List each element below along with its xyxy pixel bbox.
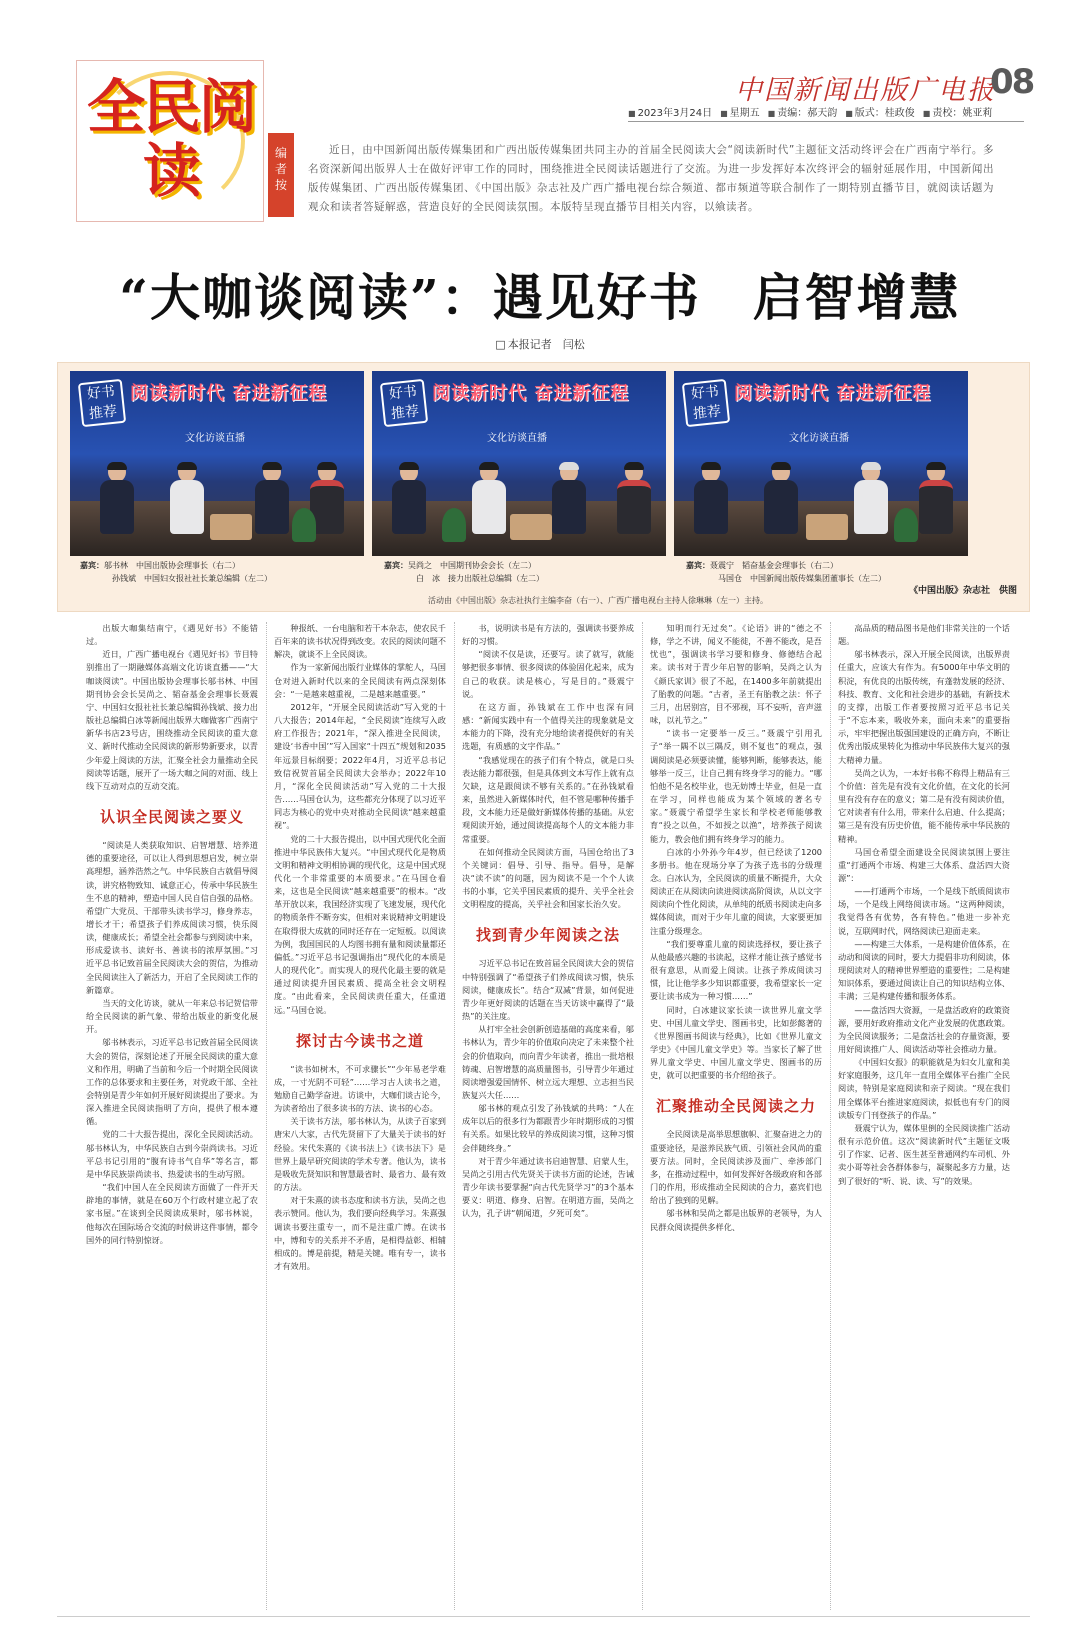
stage-table: [510, 514, 552, 540]
article-paragraph: “我们中国人在全民阅读方面做了一件开天辟地的事情，就是在60万个行政村建立起了农家书屋。”在谈到全民阅读成果时，邬书林说，他每次在国际场合交流的时候讲这件事情，都令国外的同行特别惊讶。: [86, 1182, 258, 1245]
article-column-4: [650, 622, 822, 1610]
column-divider: [642, 622, 643, 1610]
person-figure: [617, 462, 651, 534]
column-divider: [266, 622, 267, 1610]
person-figure: [694, 462, 728, 534]
section-logo: [76, 60, 264, 222]
article-paragraph: “阅读是人类获取知识、启智增慧、培养道德的重要途径，可以让人得到思想启发，树立崇高理想，涵养浩然之气。中华民族自古就倡导阅读，讲究格物致知、诚意正心，传承中华民族生生不息的精神，塑造中国人民自信自强的品格。希望广大党员、干部带头读书学习，修身养志，增长才干；希望孩子们养成阅读习惯，快乐阅读，健康成长；希望全社会都参与到阅读中来，形成爱读书、读好书、善读书的浓厚氛围。”习近平总书记致首届全民阅读大会的贺信，为推动全民阅读注入了新活力，开启了全民阅读工作的新篇章。: [86, 840, 258, 995]
page-bottom-rule: [57, 1616, 1030, 1617]
section-logo-text: 全民阅读: [86, 73, 255, 205]
stage-subtitle: 文化访谈直播: [789, 433, 849, 444]
article-paragraph: 吴尚之认为，一本好书称不称得上精品有三个价值：首先是有没有文化价值，在文化的长河里有没有存在的意义；第二是有没有阅读价值，它对读者有什么用，带来什么启迪、什么提高；第三是有没有历史价值，能不能传承中华民族的精神。: [838, 767, 1010, 844]
layout-credit: ■ 版式：桂政俊: [845, 104, 915, 119]
stage-badge: 好书推荐: [682, 379, 730, 427]
host-credit-line: 活动由《中国出版》杂志社执行主编李奋（右一）、广西广播电视台主持人徐琳琳（左一）主持。: [428, 596, 768, 605]
person-figure: [170, 462, 204, 534]
photo-panel: [57, 362, 1030, 612]
stage-title: 阅读新时代 奋进新征程: [130, 383, 328, 404]
photo-caption-3: 嘉宾：聂震宁 韬奋基金会理事长（右二） 马国仓 中国新闻出版传媒集团董事长（左二）: [686, 561, 886, 583]
article-paragraph: 在如何推动全民阅读方面，马国仓给出了3个关键词：倡导、引导、指导。倡导，是解决“读不读”的问题，因为阅读不是一个个人读书的小事，它关乎国民素质的提升、关乎全社会文明程度的提高，关乎社会和国家长治久安。: [462, 846, 634, 910]
article-paragraph: 邬书林表示，深入开展全民阅读，出版界责任重大，应该大有作为。有5000年中华文明的积淀，有优良的出版传统，有蓬勃发展的经济、科技、教育、文化和社会进步的基础，有新技术的支撑，出版工作者要按照习近平总书记关于“不忘本来，吸收外来，面向未来”的重要指示，牢牢把握出版强国建设的正确方向，不断让优秀出版成果转化为推动中华民族伟大复兴的强大精神力量。: [838, 649, 1010, 765]
article-body: [86, 622, 1026, 1610]
editor-note-tag: 编 者 按: [268, 133, 294, 217]
person-figure: [764, 462, 798, 534]
article-paragraph: 书，说明读书是有方法的，强调读书要养成好的习惯。: [462, 623, 634, 647]
issue-weekday: ■ 星期五: [720, 104, 760, 119]
headline: “大咖谈阅读”：遇见好书 启智增慧: [119, 268, 961, 327]
photo-caption-2: 嘉宾：吴尚之 中国期刊协会会长（左二） 白 冰 接力出版社总编辑（左二）: [384, 561, 544, 583]
article-paragraph: 《中国妇女报》的职能就是为妇女儿童和美好家庭服务，这几年一直用全媒体平台推广全民阅读，特别是家庭阅读和亲子阅读。“现在我们用全媒体平台推进家庭阅读，拟低也有专门的阅读版专门刊登孩子的作品。”: [838, 1057, 1010, 1120]
article-column-2: [274, 622, 446, 1610]
person-figure: [552, 462, 586, 534]
proofreader-credit: ■ 责校：姚亚莉: [923, 104, 993, 119]
section-subhead: 探讨古今读书之道: [295, 1031, 424, 1050]
section-subhead: 认识全民阅读之要义: [99, 808, 244, 827]
article-paragraph: “读书一定要举一反三。”聂震宁引用孔子“举一隅不以三隅反，则不复也”的观点，强调阅读是必须要读懂，能够判断，能够表达，能够举一反三，让自己拥有终身学习的能力。“哪怕他不是名校毕业，也无妨博士毕业，但是一直在学习，同样也能成为某个领域的著名专家。”聂震宁希望学生家长和学校老师能够教育“投之以鱼，不如授之以渔”，培养孩子阅读能力，教会他们拥有终身学习的能力。: [650, 728, 822, 844]
stage-title: 阅读新时代 奋进新征程: [734, 383, 932, 404]
article-paragraph: 出版大咖集结南宁，《遇见好书》不能错过。: [86, 623, 258, 647]
article-paragraph: “我感觉现在的孩子们有个特点，就是口头表达能力都很强，但是具体到文本写作上就有点欠缺，这是跟阅读不够有关系的。”在孙钱斌看来，虽然进入新媒体时代，但不管是哪种传播手段，文本能力还是做好新媒体传播的基础。从宏观阅读开始，通过阅读提高每个人的文本能力非常重要。: [462, 754, 634, 844]
article-paragraph: 种报纸、一台电脑和若干本杂志，使农民千百年来的读书状况得到改变。农民的阅读问题不解决，就谈不上全民阅读。: [274, 623, 446, 660]
stage-badge: 好书推荐: [78, 379, 126, 427]
person-figure: [392, 462, 426, 534]
dateline: [628, 104, 992, 119]
article-paragraph: 邬书林表示，习近平总书记致首届全民阅读大会的贺信，深刻论述了开展全民阅读的重大意义和作用，明确了当前和今后一个时期全民阅读工作的总体要求和主要任务，对党政干部、全社会特别是青少年如何开展好阅读提出了要求。为深入推进全民阅读指明了方向，提供了根本遵循。: [86, 1037, 258, 1127]
photo-1: [70, 371, 364, 556]
person-figure: [255, 462, 289, 534]
article-paragraph: 在这方面，孙钱斌在工作中也深有同感：“新闻实践中有一个值得关注的现象就是文本能力的下降，没有充分地给读者提供好的有关选题，有质感的文字作品。”: [462, 701, 634, 752]
editor-note-text: 近日，由中国新闻出版传媒集团和广西出版传媒集团共同主办的首届全民阅读大会“阅读新时代”主题征文活动终评会在广西南宁举行。多名资深新闻出版界人士在做好评审工作的同时，围绕推进全民阅读话题进行了交流。为进一步发挥好本次终评会的辐射延展作用，中国新闻出版传媒集团、广西出版传媒集团、《中国出版》杂志社及广西广播电视台综合频道、都市频道等联合制作了一期特别直播节目，就阅读话题为观众和读者答疑解惑，营造良好的全民阅读氛围。本版特呈现直播节目相关内容，以飨读者。: [308, 144, 994, 213]
article-paragraph: 马国仓希望全面建设全民阅读氛围上要注重“打通两个市场、构建三大体系、盘活四大资源”：: [838, 846, 1010, 883]
article-paragraph: 对于青少年通过读书启迪智慧、启蒙人生，吴尚之引用古代先贤关于读书方面的论述，告诫青少年读书要掌握“向古代先贤学习”的3个基本要义：明道、修身、启智。在明道方面，吴尚之认为，孔子讲“朝闻道，夕死可矣”。: [462, 1155, 634, 1219]
byline: □ 本报记者 闫松: [0, 336, 1080, 352]
article-paragraph: 从打牢全社会创新创造基础的高度来看，邬书林认为，青少年的价值取向决定了未来整个社会的价值取向，而向青少年读者，推出一批培根铸魂、启智增慧的高质量图书，引导青少年通过阅读增强爱国情怀、树立远大理想、立志担当民族复兴大任……: [462, 1024, 634, 1100]
photo-3: [674, 371, 968, 556]
plant: [894, 508, 918, 542]
photo-2: [372, 371, 666, 556]
article-paragraph: 对于朱熹的读书态度和读书方法，吴尚之也表示赞同。他认为，我们要向经典学习。朱熹强调读书要注重专一，而不是注重广博。在读书中，博和专的关系并不矛盾，是相得益彰、相辅相成的。博是前提，精是关键。唯有专一，读书才有效用。: [274, 1195, 446, 1272]
plant: [442, 508, 466, 542]
article-column-1: [86, 622, 258, 1610]
section-subhead: 找到青少年阅读之法: [475, 926, 620, 945]
plant: [292, 508, 316, 542]
newspaper-brand: 中国新闻出版广电报: [735, 75, 996, 106]
article-paragraph: 党的二十大报告提出，深化全民阅读活动。邬书林认为，中华民族自古到今崇尚读书。习近平总书记引用的“腹有诗书气自华”等名言，都是中华民族崇尚读书、热爱读书的生动写照。: [86, 1129, 258, 1179]
page-number: 08: [990, 62, 1034, 102]
article-paragraph: 近日，广西广播电视台《遇见好书》节目特别推出了一期融媒体高端文化访谈直播——“大咖谈阅读”。中国出版协会理事长邬书林、中国期刊协会会长吴尚之、韬奋基金会理事长聂震宁、中国妇女报社社长兼总编辑孙钱斌、接力出版社总编辑白冰等新闻出版界大咖做客广西南宁新华书店23号店，围绕推动全民阅读的重大意义、新时代推动全民阅读的新形势新要求，以青少年爱上阅读的方法，汇聚全社会力量推动全民阅读等话题，展开了一场大咖之间的对面、线上线下互动对点的互动交流。: [86, 649, 258, 791]
photo-supply-credit: 《中国出版》杂志社 供图: [908, 586, 1017, 596]
article-column-3: [462, 622, 634, 1610]
article-paragraph: 同时，白冰建议家长读一读世界儿童文学史、中国儿童文学史、图画书史，比如彭懿著的《世界图画书阅读与经典》，比如《世界儿童文学史》《中国儿童文学史》等。当家长了解了世界儿童文学史、中国儿童文学史、图画书的历史，就可以把重要的书介绍给孩子。: [650, 1004, 822, 1081]
article-paragraph: 知明而行无过矣”。《论语》讲的“德之不修，学之不讲，闻义不能徙，不善不能改，是吾忧也”，强调读书学习要和修身、修德结合起来。读书对于青少年启智的影响，吴尚之认为《颜氏家训》很了不起，在1400多年前就提出了胎教的问题。“古者，圣王有胎教之法：怀子三月，出居别宫，目不邪视，耳不妄听，音声滋味，以礼节之。”: [650, 623, 822, 726]
article-paragraph: 当天的文化访谈，就从一年来总书记贺信带给全民阅读的新气象、带给出版业的新变化展开。: [86, 997, 258, 1035]
photo-caption-1: 嘉宾：邬书林 中国出版协会理事长（右二） 孙钱斌 中国妇女报社社长兼总编辑（左二）: [80, 561, 272, 583]
masthead-rule: [628, 121, 1024, 122]
stage-table: [210, 514, 252, 540]
stage-table: [806, 514, 848, 540]
article-paragraph: “我们要尊重儿童的阅读选择权，要让孩子从他最感兴趣的书读起，这样才能让孩子感觉书很有意思，从而爱上阅读。让孩子养成阅读习惯，比让他学多少知识都重要，我希望家长一定要让读书成为一种习惯……”: [650, 938, 822, 1002]
article-paragraph: “阅读不仅是读，还要写。读了就写，就能够把很多事情、很多阅读的体验固化起来，成为自己的收获。读是核心，写是目的。”聂震宁说。: [462, 649, 634, 699]
article-paragraph: 党的二十大报告提出，以中国式现代化全面推进中华民族伟大复兴。“中国式现代化是物质文明和精神文明相协调的现代化，这是中国式现代化一个非常重要的本质要求。”在马国仓看来，这也是全民阅读“越来越重要”的根本。“改革开放以来，我国经济实现了飞速发展，现代化的物质条件不断夯实，但相对来说精神文明建设在取得很大成就的同时还存在一定短板。以阅读为例，我国国民的人均图书拥有量和阅读量都还偏低。”习近平总书记强调指出“现代化的本质是人的现代化”。而实现人的现代化最主要的就是通过阅读提升国民素质、提高全社会文明程度。“由此看来，全民阅读责任重大，任重道远。”马国仓说。: [274, 833, 446, 1015]
editor-credit: ■ 责编：郝天韵: [768, 104, 838, 119]
article-paragraph: ——打通两个市场，一个是线下纸质阅读市场，一个是线上网络阅读市场。“这两种阅读，我觉得各有优势，各有特色。”他进一步补充说，互联网时代，网络阅读已迎面走来。: [838, 886, 1010, 936]
article-paragraph: 作为一家新闻出版行业媒体的掌舵人，马国仓对进入新时代以来的全民阅读有两点深刻体会：“一是越来越重视，二是越来越重要。”: [274, 662, 446, 699]
editor-note: [268, 133, 1004, 217]
article-paragraph: ——盘活四大资源，一是盘活政府的政策资源，要用好政府推动文化产业发展的优惠政策。为全民阅读服务；二是盘活社会的存量资源，要用好阅读推广人、阅读活动等社会推动力量。: [838, 1004, 1010, 1054]
issue-date: ■ 2023年3月24日: [628, 104, 712, 119]
article-paragraph: 白冰的小外孙今年4岁，但已经读了1200多册书。他在现场分享了为孩子选书的分级理念。白冰认为，全民阅读的质量不断提升，大众阅读正在从阅读向读进阅读高阶阅读，从以文字阅读向个性化阅读，从单纯的纸质书阅读走向多媒体阅读，而对于少年儿童的阅读，大家要更加注重分级理念。: [650, 846, 822, 936]
stage-subtitle: 文化访谈直播: [487, 433, 547, 444]
article-column-5: [838, 622, 1010, 1610]
article-paragraph: 邬书林和吴尚之都是出版界的老领导，为人民群众阅读提供多样化、: [650, 1208, 822, 1232]
article-paragraph: “读书如树木，不可求骤长”“少年易老学难成，一寸光阴不可轻”……学习古人读书之道，勉励自己勤学奋进。访谈中，大咖们谈古论今，为读者给出了很多读书的方法、读书的心态。: [274, 1063, 446, 1114]
article-paragraph: 高品质的精品图书是他们非常关注的一个话题。: [838, 623, 1010, 647]
article-paragraph: ——构建三大体系，一是构建价值体系，在动动和阅读的同时，要大力提倡非功利阅读，体现阅读对人的精神世界塑造的重要性；二是构建知识体系，要通过阅读让自己的知识结构立体、丰满；三是构建传播和服务体系。: [838, 938, 1010, 1002]
stage-title: 阅读新时代 奋进新征程: [432, 383, 630, 404]
person-figure: [100, 462, 134, 534]
column-divider: [454, 622, 455, 1610]
article-paragraph: 聂震宁认为，媒体里倒的全民阅读推广活动很有示范价值。这次“阅读新时代”主题征文吸引了作家、记者、医生甚至普通网约车司机、外卖小哥等社会各群体参与，凝聚起多方力量，达到了很好的“听、说、读、写”的效果。: [838, 1122, 1010, 1186]
article-paragraph: 2012年，“开展全民阅读活动”写入党的十八大报告；2014年起，“全民阅读”连续写入政府工作报告；2021年，“深入推进全民阅读，建设‘书香中国’”写入国家“十四五”规划和2035年远景目标纲要；2022年4月，习近平总书记致信祝贺首届全民阅读大会举办；2022年10月，“深化全民阅读活动”写入党的二十大报告……马国仓认为，这些都充分体现了以习近平同志为核心的党中央对推动全民阅读“越来越重视”。: [274, 701, 446, 831]
stage-subtitle: 文化访谈直播: [185, 433, 245, 444]
article-paragraph: 习近平总书记在致首届全民阅读大会的贺信中特别强调了“希望孩子们养成阅读习惯，快乐阅读，健康成长”。结合“双减”背景，如何促进青少年更好阅读的话题在当天访谈中赢得了“最热”的关注度。: [462, 958, 634, 1022]
stage-badge: 好书推荐: [380, 379, 428, 427]
person-figure: [854, 462, 888, 534]
article-paragraph: 邬书林的观点引发了孙钱斌的共鸣：“人在成年以后的很多行为都跟青少年时期形成的习惯有关系。如果比较早的养成阅读习惯，这种习惯会伴随终身。”: [462, 1103, 634, 1153]
article-paragraph: 全民阅读是高举思想旗帜、汇聚奋进之力的重要途径，是滋养民族气质、引领社会风尚的重要方法。同时，全民阅读涉及面广、牵涉部门多，在推动过程中，如何发挥好各级政府和各部门的作用，形成推动全民阅读的合力，嘉宾们也给出了独到的见解。: [650, 1129, 822, 1206]
person-figure: [919, 462, 953, 534]
person-figure: [472, 462, 506, 534]
article-paragraph: 关于读书方法，邬书林认为，从读子百家到唐宋八大家，古代先贤留下了大量关于读书的好经验。宋代朱熹的《读书法上》《读书法下》是世界上最早研究阅读的学术专著。他认为，读书是吸收先贤知识和智慧最省时、最省力、最有效的方法。: [274, 1116, 446, 1193]
section-subhead: 汇聚推动全民阅读之力: [655, 1097, 816, 1116]
column-divider: [830, 622, 831, 1610]
